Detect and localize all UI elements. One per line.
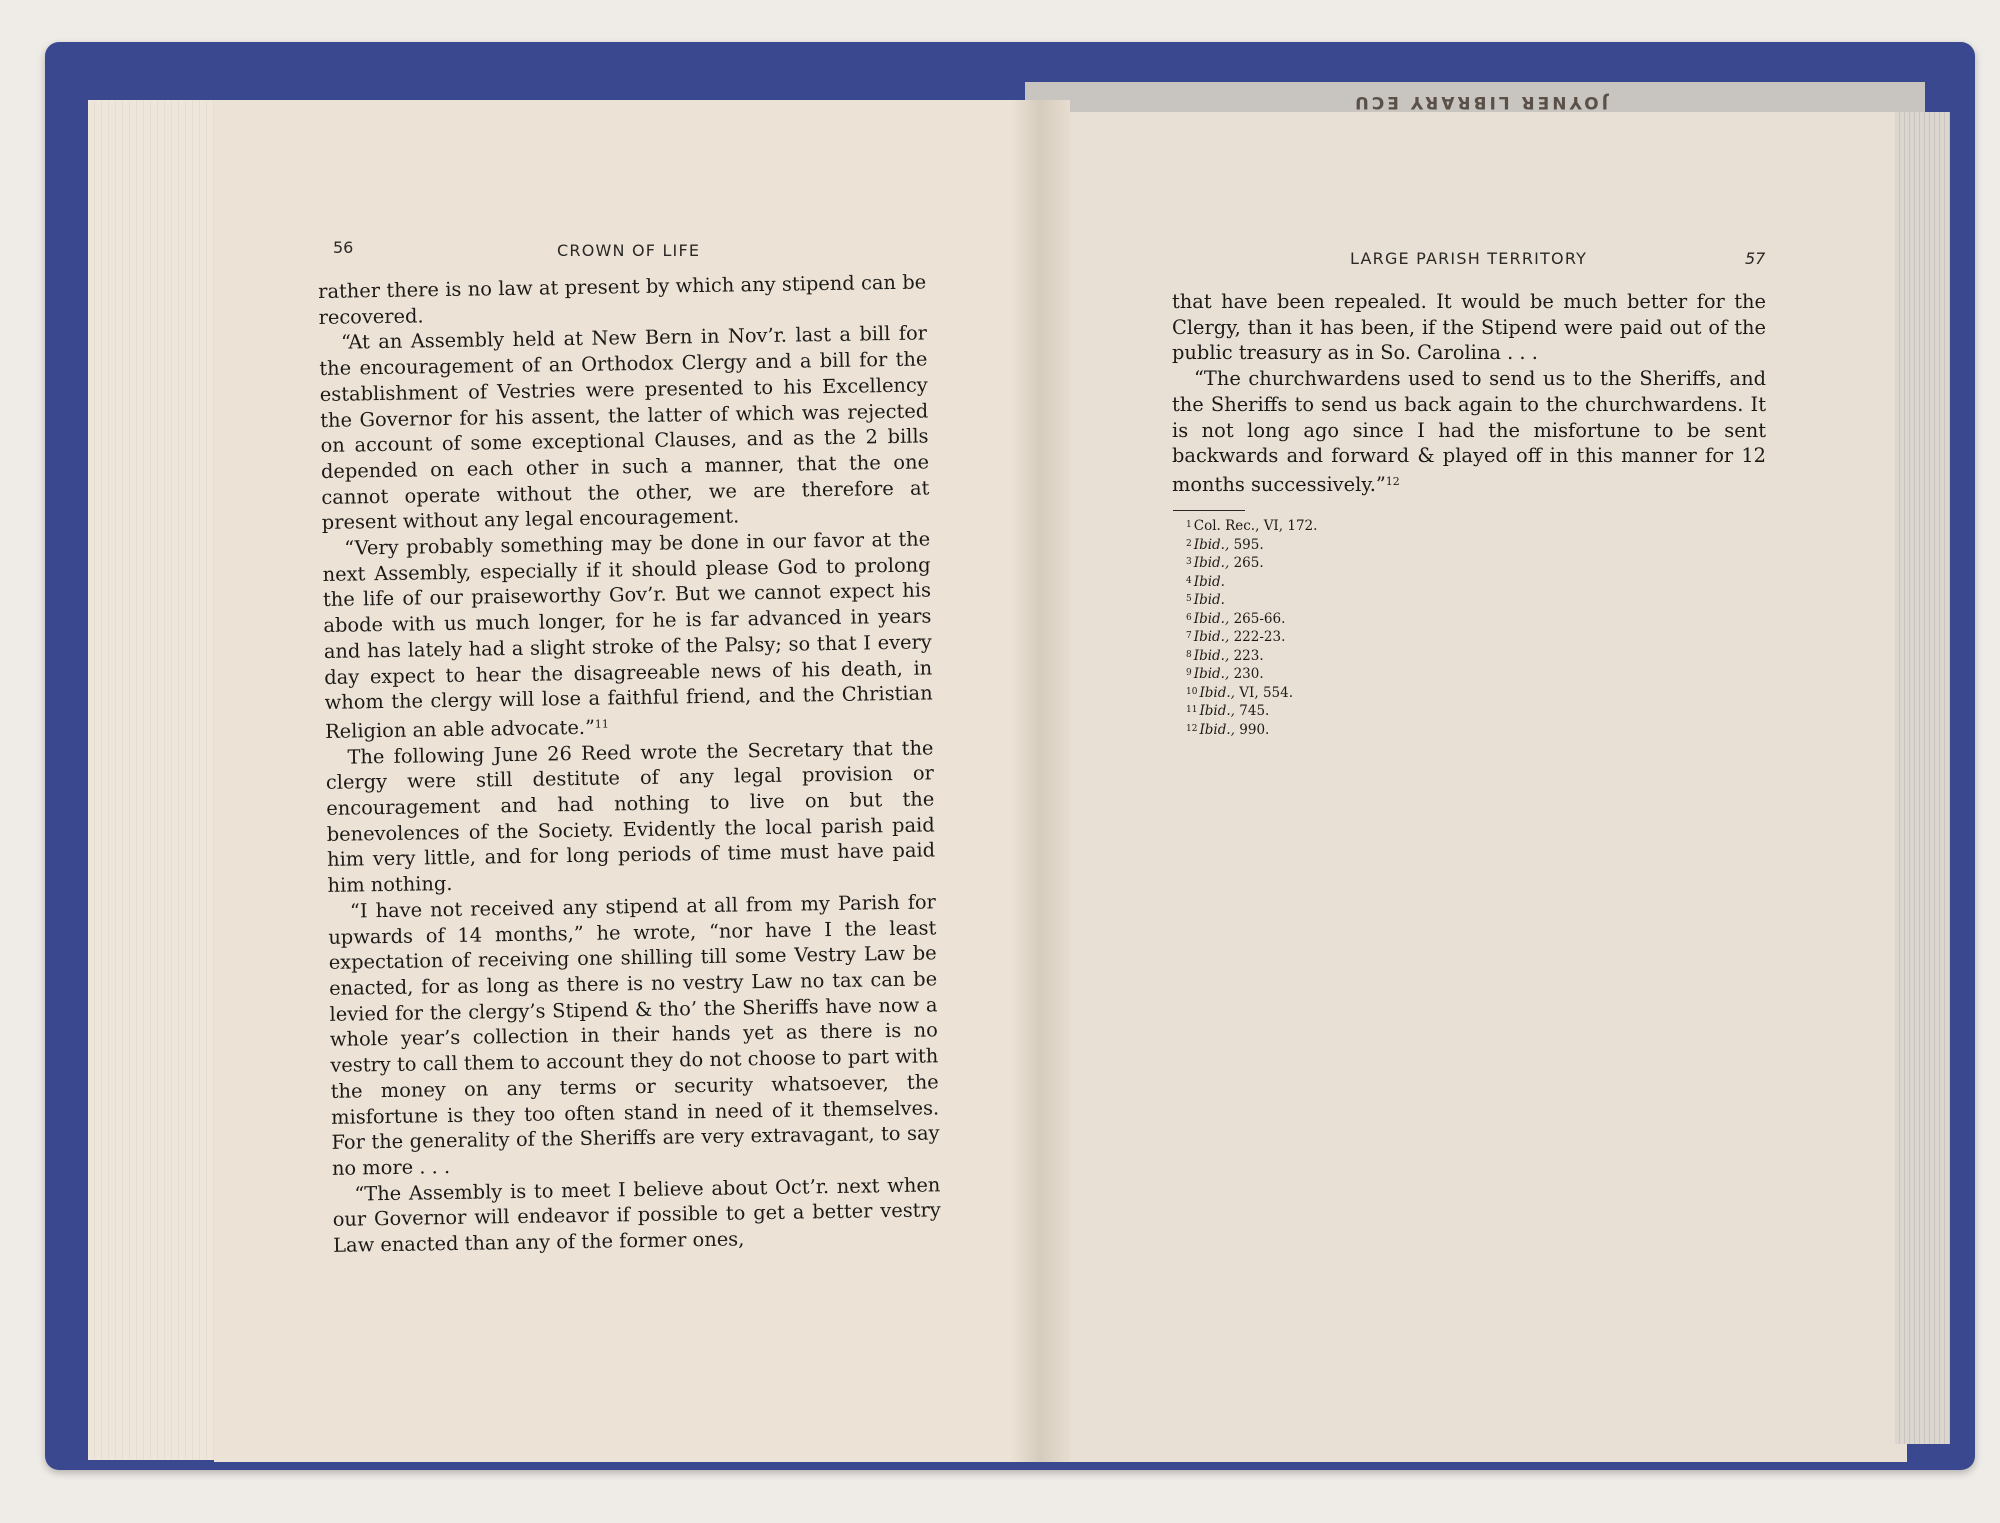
right-paragraph-2 <box>1172 366 1766 498</box>
right-page-number: 57 <box>1745 249 1766 268</box>
footnote <box>1186 536 1317 555</box>
footnote-source: Ibid., <box>1193 610 1230 627</box>
footnote-location: 222-23. <box>1233 629 1286 645</box>
footnote-location: 595. <box>1233 536 1264 553</box>
footnote-number: 2 <box>1186 538 1192 549</box>
footnote-number: 1 <box>1186 520 1192 530</box>
right-running-head: LARGE PARISH TERRITORY <box>1350 249 1588 268</box>
footnote-ref-12: 12 <box>1385 474 1400 488</box>
footnote-location: 990. <box>1239 721 1270 738</box>
footnote-source: Ibid., <box>1193 555 1230 571</box>
left-page-block-edges <box>88 100 229 1460</box>
footnote-location: 265. <box>1233 555 1264 571</box>
left-page-body <box>318 269 941 1258</box>
footnote <box>1186 591 1317 610</box>
footnote-number: 11 <box>1186 705 1198 715</box>
footnote-source: Ibid., <box>1199 721 1235 738</box>
footnote <box>1186 628 1317 647</box>
library-stamp: JOYNER LIBRARY ECU <box>1352 92 1608 112</box>
footnote-location: 265-66. <box>1233 610 1286 627</box>
footnote-number: 5 <box>1186 594 1192 604</box>
footnote-location: 223. <box>1233 647 1264 664</box>
footnote-source: Ibid., <box>1199 703 1235 719</box>
right-paragraph-2-text: “The churchwardens used to send us to the Sheriffs, and the Sheriffs to send us back again to the churchwardens. It is not long ago since I had the misfortune to be sent backwards and forward & played off in this manner for 12 months successively.” <box>1172 367 1766 496</box>
footnote-number: 9 <box>1186 668 1192 678</box>
footnote-source: Ibid., <box>1193 647 1230 664</box>
right-page-body <box>1172 289 1766 498</box>
footnote-source: Ibid., <box>1193 536 1230 553</box>
footnote-number: 6 <box>1186 612 1192 623</box>
footnote-number: 8 <box>1186 649 1192 660</box>
left-paragraph-3-text: “Very probably something may be done in our favor at the next Assembly, especially if it should please God to prolong the life of our praiseworthy Gov’r. But we cannot expect his abode with us much longer, for he is far advanced in years and has lately had a slight stroke of the Palsy; so that I every day expect to hear the disagreeable news of his death, in whom the clergy will lose a faithful friend, and the Christian Religion an able advocate.” <box>322 527 933 743</box>
footnote-ref-11: 11 <box>594 717 609 731</box>
footnote <box>1186 721 1317 740</box>
footnote <box>1186 665 1317 684</box>
left-paragraph-6: “The Assembly is to meet I believe about Oct’r. next when our Governor will endeavor if possible to get a better vestry Law enacted than any of the former ones, <box>332 1172 941 1257</box>
footnote <box>1186 647 1317 666</box>
footnote <box>1186 554 1317 573</box>
footnote-rule <box>1173 510 1245 511</box>
footnote <box>1186 517 1317 536</box>
footnote <box>1186 702 1317 721</box>
footnote-location: 745. <box>1239 703 1270 719</box>
footnote-source: Ibid. <box>1193 592 1225 608</box>
left-paragraph-5: “I have not received any stipend at all from my Parish for upwards of 14 months,” he wrote, “nor have I the least expectation of receiving one shilling till some Vestry Law be enacted, for as long as there is no vestry Law no tax can be levied for the clergy’s Stipend & tho’ the Sheriffs have now a whole year’s collection in their hands yet as there is no vestry to call them to account they do not choose to part with the money on any terms or security whatsoever, the misfortune is they too often stand in need of it themselves. For the generality of the Sheriffs are very extravagant, to say no more . . . <box>328 890 940 1180</box>
footnote-number: 3 <box>1186 557 1192 567</box>
footnote <box>1186 573 1317 592</box>
left-page-number: 56 <box>333 238 354 257</box>
footnote-location: 230. <box>1233 666 1264 682</box>
footnote-location: VI, 172. <box>1263 518 1318 534</box>
footnotes-list <box>1186 517 1317 739</box>
footnote-source: Ibid., <box>1193 629 1230 645</box>
footnote-number: 12 <box>1186 723 1198 734</box>
footnote-number: 10 <box>1186 686 1198 697</box>
left-paragraph-4: The following June 26 Reed wrote the Secretary that the clergy were still destitute of any legal provision or encouragement and had nothing to live on but the benevolences of the Society. Evidently the local parish paid him very little, and for long periods of time must have paid him nothing. <box>325 736 936 898</box>
book-gutter <box>1010 100 1070 1462</box>
left-paragraph-3 <box>322 526 933 744</box>
footnote-source: Col. Rec., <box>1193 518 1260 534</box>
footnote-source: Ibid., <box>1193 666 1230 682</box>
footnote <box>1186 610 1317 629</box>
right-paragraph-1: that have been repealed. It would be much better for the Clergy, than it has been, if the Stipend were paid out of the public treasury as in So. Carolina . . . <box>1172 290 1766 365</box>
left-paragraph-1: rather there is no law at present by which any stipend can be recovered. <box>318 270 927 329</box>
footnote-source: Ibid. <box>1193 573 1225 590</box>
footnote-number: 4 <box>1186 575 1192 586</box>
left-paragraph-2: “At an Assembly held at New Bern in Nov’r. last a bill for the encouragement of an Orthodox Clergy and a bill for the establishment of Vestries were presented to his Excellency the Governor for his assent, the latter of which was rejected on account of some exceptional Clauses, and as the 2 bills depended on each other in such a manner, that the one cannot operate without the other, we are therefore at present without any legal encouragement. <box>319 321 930 535</box>
footnote-source: Ibid., <box>1199 684 1235 701</box>
footnote-location: VI, 554. <box>1239 684 1294 701</box>
footnote-number: 7 <box>1186 631 1192 641</box>
footnote <box>1186 684 1317 703</box>
left-running-head: CROWN OF LIFE <box>557 241 701 260</box>
right-page-block-edges <box>1895 112 1950 1444</box>
